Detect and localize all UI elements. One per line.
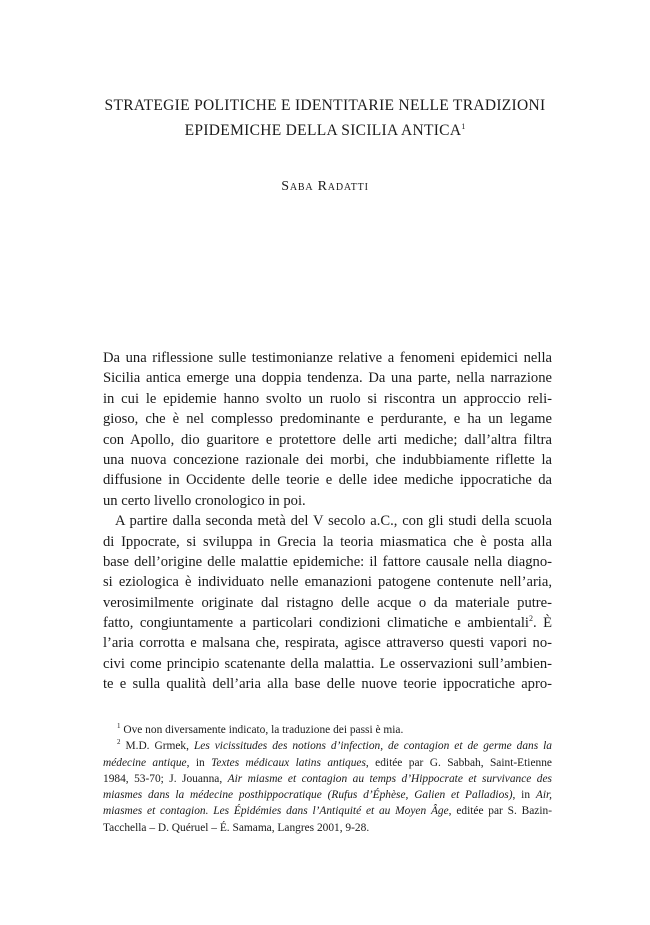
- body-line: Sicilia antica emerge una doppia tendenza. Da una parte, nella narrazione: [103, 370, 552, 387]
- article-body: [103, 348, 552, 695]
- footnote-2-line: $^2$ M.D. Grmek, Les vicissitudes des notions d’infection, de contagion et de germe dans la: [117, 738, 552, 753]
- body-line: fatto, congiuntamente a particolari condizioni climatiche e ambientali$^2$. È: [103, 614, 552, 632]
- footnote-2-line: Tacchella – D. Quéruel – É. Samama, Langres 2001, 9-28.: [103, 821, 370, 834]
- body-line: con Apollo, dio guaritore e protettore delle arti mediche; dall’altra filtra: [103, 431, 552, 448]
- footnote-2-line: médecine antique, in Textes médicaux latins antiques, editée par G. Sabbah, Saint-Etienne: [103, 756, 552, 769]
- footnote-2-line: miasmes dans la médecine posthippocratique (Rufus d’Éphèse, Galien et Palladios), in Air,: [103, 789, 552, 802]
- body-line: Da una riflessione sulle testimonianze relative a fenomeni epidemici nella: [103, 350, 552, 366]
- body-line: un certo livello cronologico in poi.: [103, 492, 306, 509]
- title-line-1: STRATEGIE POLITICHE E IDENTITARIE NELLE TRADIZIONI: [104, 97, 546, 114]
- footnotes: [103, 722, 552, 836]
- body-line: in cui le epidemie hanno svolto un ruolo si riscontra un approccio reli-: [103, 390, 552, 407]
- body-line: base dell’origine delle malattie epidemiche: il fattore causale nella diagno-: [103, 553, 552, 570]
- body-line: una nuova concezione razionale dei morbi, che indubbiamente riflette la: [103, 451, 552, 468]
- footnote-mark: 2: [117, 738, 121, 747]
- body-line: gioso, che è nel complesso predominante e perdurante, e ha un legame: [103, 411, 552, 428]
- footnote-2-line: miasmes et contagion. Les Épidémies dans l’Antiquité et au Moyen Âge, editée par S. Bazin-: [103, 805, 552, 818]
- title-footnote-mark[interactable]: 1: [461, 122, 466, 131]
- author-name: Saba Radatti: [281, 179, 369, 194]
- footnote-mark: 1: [117, 722, 121, 730]
- body-line: di Ippocrate, si sviluppa in Grecia la teoria miasmatica che è posta alla: [103, 533, 552, 550]
- body-line: A partire dalla seconda metà del V secolo a.C., con gli studi della scuola: [115, 513, 552, 530]
- footnote-2-line: 1984, 53-70; J. Jouanna, Air miasme et contagion au temps d’Hippocrate et survivance des: [103, 772, 552, 785]
- body-line: verosimilmente originate dal ristagno delle acque o da materiale putre-: [103, 594, 552, 611]
- body-line: diffusione in Occidente delle teorie e delle idee mediche ippocratiche da: [103, 472, 552, 489]
- footnote-1: $^1$ Ove non diversamente indicato, la traduzione dei passi è mia.: [117, 722, 404, 736]
- article-title: [70, 95, 580, 141]
- title-line-2: EPIDEMICHE DELLA SICILIA ANTICA$^1$: [184, 122, 466, 139]
- paragraph-1: [103, 348, 552, 511]
- body-line: civi come principio scatenante della malattia. Le osservazioni sull’ambien-: [103, 655, 552, 672]
- body-line: te e sulla qualità dell’aria alla base delle nuove teorie ippocratiche apro-: [103, 676, 552, 693]
- footnote-ref-2[interactable]: 2: [528, 614, 533, 624]
- body-line: si eziologica è individuato nelle emanazioni patogene contenute nell’aria,: [103, 574, 552, 591]
- paragraph-2: [103, 511, 552, 695]
- body-line: l’aria corrotta e malsana che, respirata, agisce attraverso questi vapori no-: [103, 635, 552, 652]
